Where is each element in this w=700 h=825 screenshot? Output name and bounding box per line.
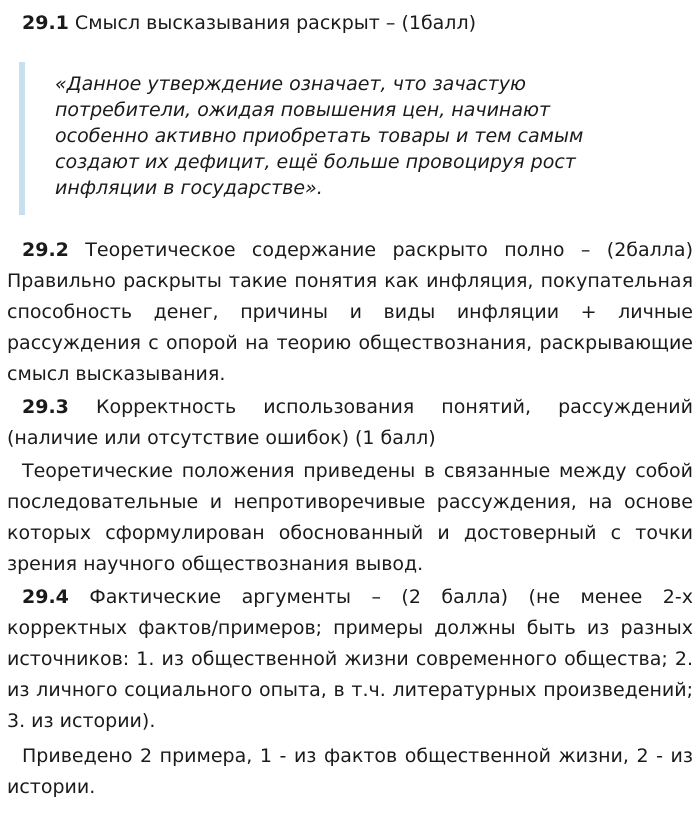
criterion-29-4 <box>7 582 693 737</box>
quote-text: «Данное утверждение означает, что зачастую потребители, ожидая повышения цен, начинают особенно активно приобретать товары и тем самым создают их дефицит, ещё больше провоцируя рост инфляции в государстве». <box>55 73 584 199</box>
criterion-text: Фактические аргументы – (2 балла) (не менее 2-х корректных фактов/примеров; примеры должны быть из разных источников: 1. из общественной жизни современного общества; 2. из личного социального опыта, в т.ч. литературных произведений; 3. из истории). <box>7 586 693 732</box>
answer-29-3: Теоретические положения приведены в связанные между собой последовательные и непротиворечивые рассуждения, на основе которых сформулирован обоснованный и достоверный с точки зрения научного обществознания вывод. <box>7 460 693 575</box>
criterion-text: Теоретическое содержание раскрыто полно – (2балла) Правильно раскрыты такие понятия как инфляция, покупательная способность денег, причины и виды инфляции + личные рассуждения с опорой на теорию обществознания, раскрывающие смысл высказывания. <box>7 239 693 385</box>
criterion-number: 29.1 <box>22 12 69 34</box>
criterion-29-1 <box>7 8 693 39</box>
answer-29-4: Приведено 2 примера, 1 - из фактов общественной жизни, 2 - из истории. <box>7 745 693 798</box>
criterion-29-3 <box>7 392 693 454</box>
criterion-text: Смысл высказывания раскрыт – (1балл) <box>68 12 477 34</box>
document-page <box>7 0 693 803</box>
criterion-number: 29.2 <box>22 239 69 261</box>
blockquote <box>19 62 655 215</box>
criterion-29-2 <box>7 235 693 390</box>
criterion-number: 29.3 <box>22 396 69 418</box>
criterion-text: Корректность использования понятий, рассуждений (наличие или отсутствие ошибок) (1 балл) <box>7 396 693 449</box>
criterion-number: 29.4 <box>22 586 69 608</box>
